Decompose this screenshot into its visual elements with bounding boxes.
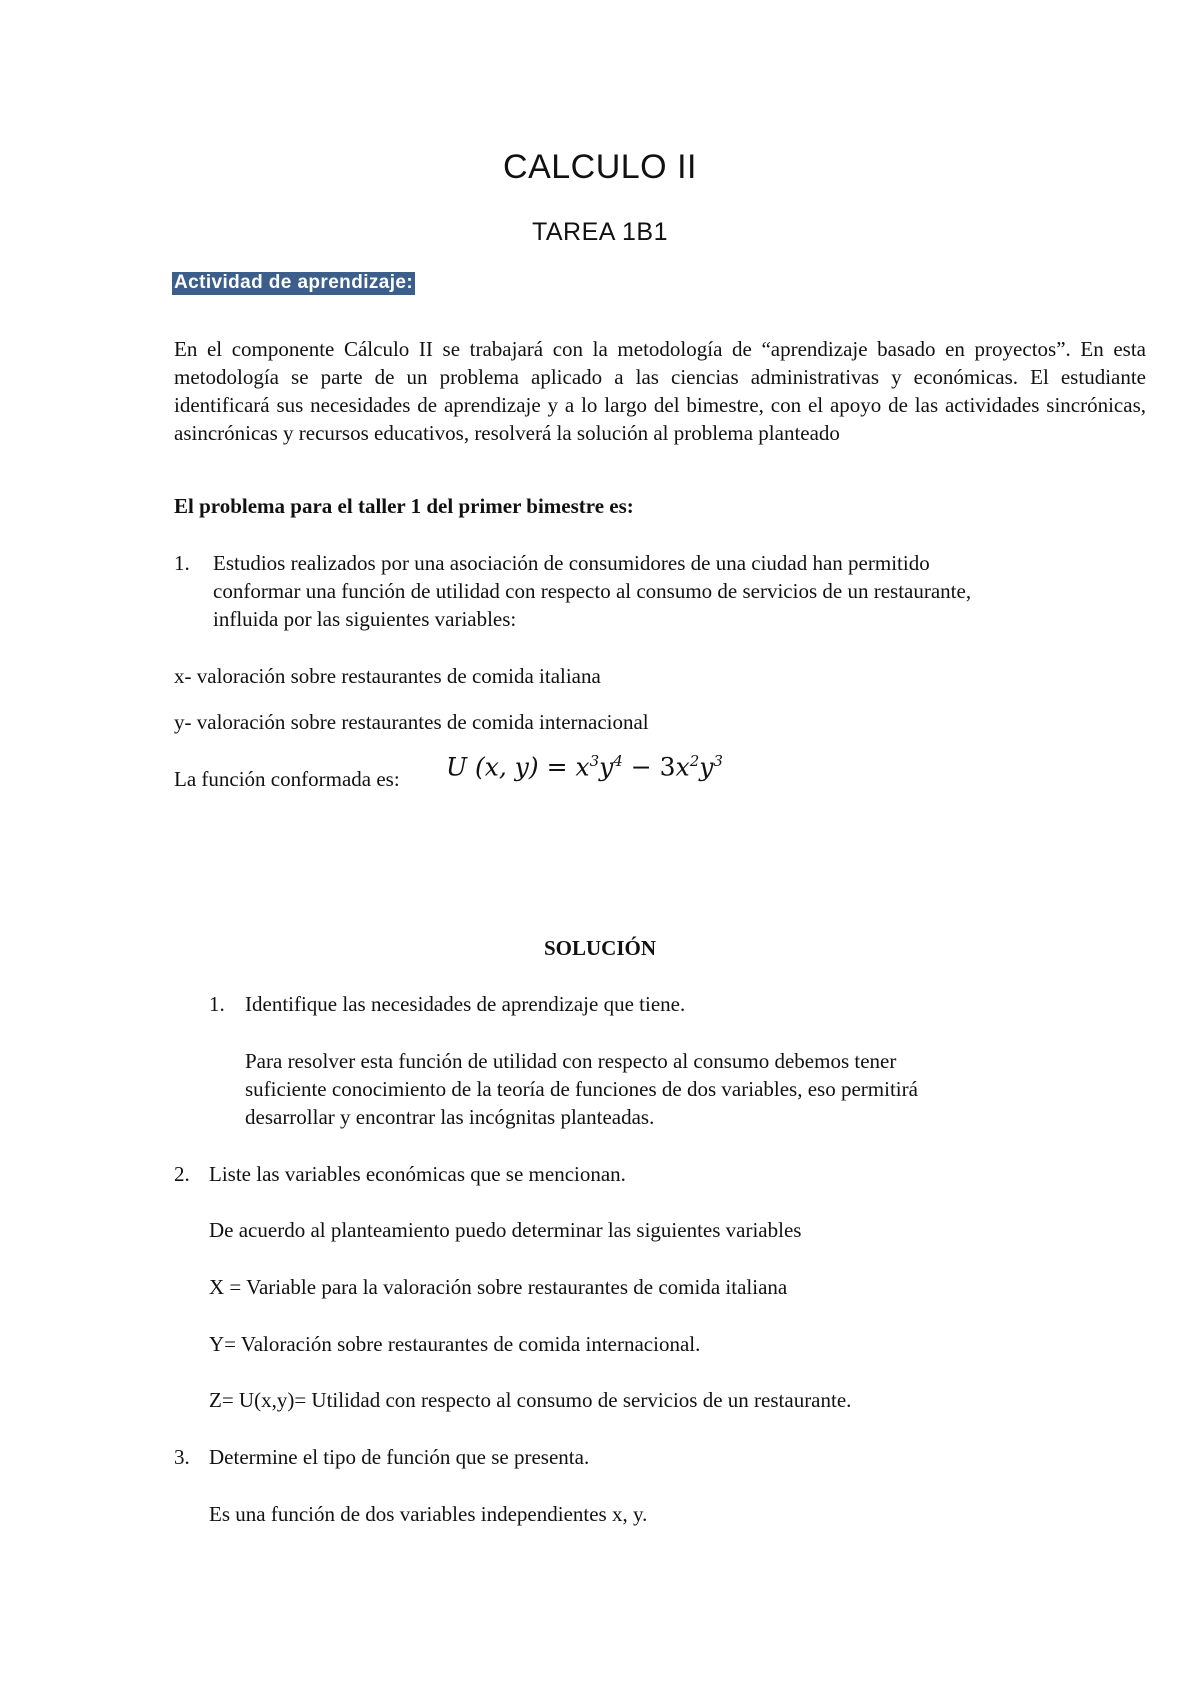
problem-heading: El problema para el taller 1 del primer bimestre es:: [174, 494, 634, 518]
activity-label: Actividad de aprendizaje:: [174, 272, 414, 293]
answer-2-variable-y: Y= Valoración sobre restaurantes de comida internacional.: [209, 1332, 701, 1356]
variable-y-description: y- valoración sobre restaurantes de comida internacional: [174, 710, 649, 734]
answer-1-line-3: desarrollar y encontrar las incógnitas planteadas.: [245, 1105, 655, 1129]
problem-item-number: 1.: [174, 551, 190, 575]
solution-heading: SOLUCIÓN: [543, 936, 657, 960]
page-title: CALCULO II: [503, 148, 697, 186]
problem-item-line-3: influida por las siguientes variables:: [213, 607, 517, 631]
question-2: Liste las variables económicas que se mencionan.: [209, 1162, 626, 1186]
question-3: Determine el tipo de función que se presenta.: [209, 1445, 590, 1469]
formula-exponent: 3: [713, 752, 723, 770]
question-2-number: 2.: [174, 1162, 190, 1186]
answer-1-line-2: suficiente conocimiento de la teoría de funciones de dos variables, eso permitirá: [245, 1077, 918, 1101]
variable-x-description: x- valoración sobre restaurantes de comida italiana: [174, 664, 601, 688]
formula-operator: − 3: [630, 752, 676, 782]
formula-term: x: [675, 752, 690, 782]
question-1-number: 1.: [209, 992, 225, 1016]
question-3-number: 3.: [174, 1445, 190, 1469]
formula-term: y: [599, 752, 614, 782]
answer-3: Es una función de dos variables independientes x, y.: [209, 1502, 648, 1526]
formula-term: y: [699, 752, 714, 782]
question-1: Identifique las necesidades de aprendizaje que tiene.: [245, 992, 686, 1016]
formula-term: x: [575, 752, 590, 782]
formula-exponent: 2: [689, 752, 700, 770]
answer-1-line-1: Para resolver esta función de utilidad con respecto al consumo debemos tener: [245, 1049, 897, 1073]
formula-lhs: U (x, y) =: [446, 752, 568, 782]
answer-2-variable-z: Z= U(x,y)= Utilidad con respecto al consumo de servicios de un restaurante.: [209, 1388, 852, 1412]
formula-exponent: 4: [613, 752, 623, 770]
function-label: La función conformada es:: [174, 767, 400, 791]
problem-item-line-2: conformar una función de utilidad con respecto al consumo de servicios de un restaurante,: [213, 579, 972, 603]
utility-function-formula: [446, 752, 723, 781]
problem-item-line-1: Estudios realizados por una asociación de consumidores de una ciudad han permitido: [213, 551, 930, 575]
intro-paragraph: En el componente Cálculo II se trabajará con la metodología de “aprendizaje basado en proyectos”. En esta metodología se parte de un problema aplicado a las ciencias administrativas y económicas. El estudiante identificará sus necesidades de aprendizaje y a lo largo del bimestre, con el apoyo de las actividades sincrónicas, asincrónicas y recursos educativos, resolverá la solución al problema planteado: [174, 337, 1146, 445]
answer-2-variable-x: X = Variable para la valoración sobre restaurantes de comida italiana: [209, 1275, 788, 1299]
page-subtitle: TAREA 1B1: [531, 218, 669, 246]
answer-2-intro: De acuerdo al planteamiento puedo determinar las siguientes variables: [209, 1218, 802, 1242]
formula-exponent: 3: [589, 752, 600, 770]
